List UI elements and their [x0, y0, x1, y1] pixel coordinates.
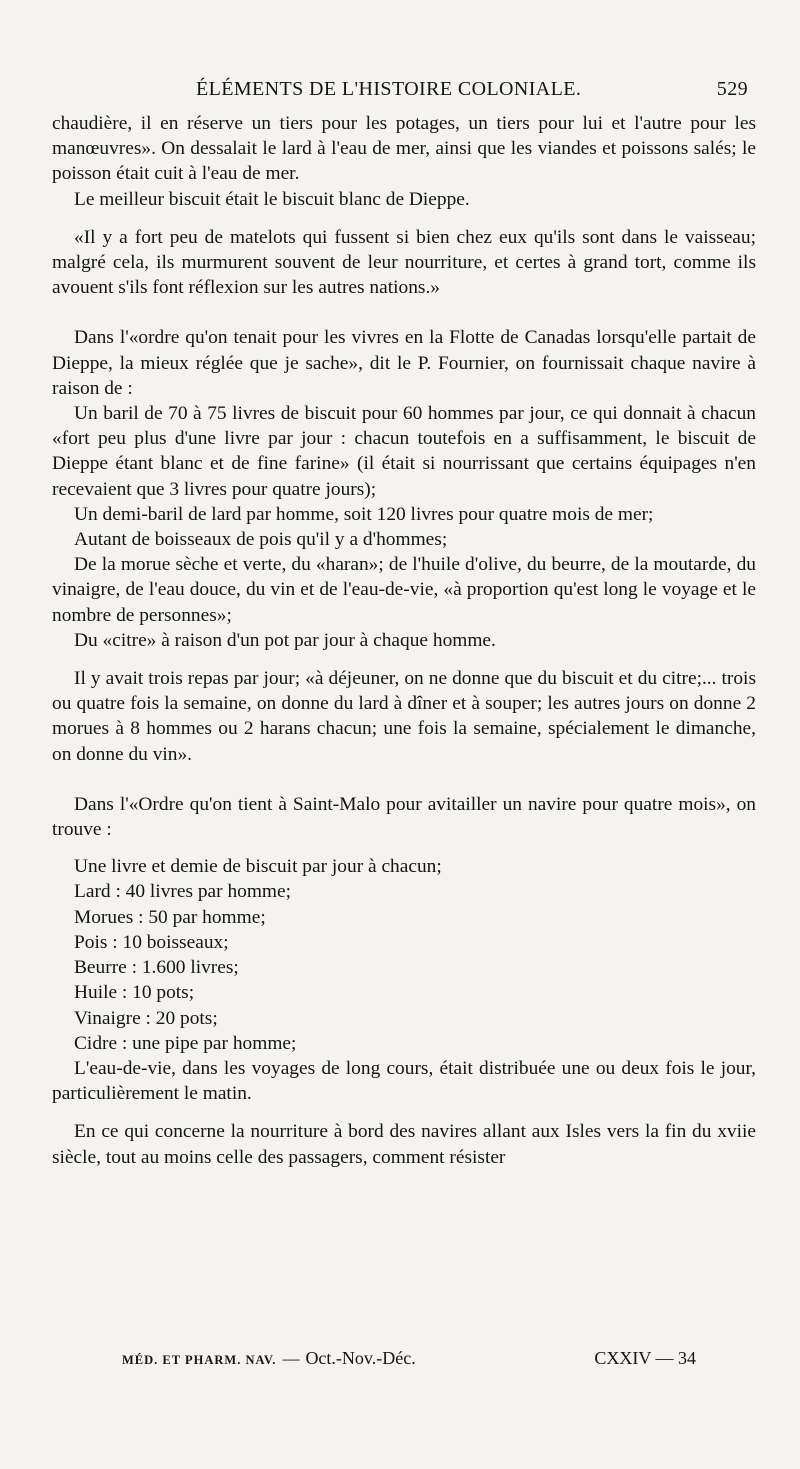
- paragraph: Il y avait trois repas par jour; «à déjeuner, on ne donne que du biscuit et du citre;... trois ou quatre fois la semaine, on donne du lard à dîner et à souper; les autres jours on donne 2 morues à 8 hommes ou 2 harans chacun; une fois la semaine, spécialement le dimanche, on donne du vin».: [52, 668, 756, 765]
- list-item: Cidre : une pipe par homme;: [74, 1032, 297, 1054]
- paragraph: De la morue sèche et verte, du «haran»; de l'huile d'olive, du beurre, de la moutarde, du vinaigre, de l'eau douce, du vin et de l'eau-de-vie, «à proportion qu'est long le voyage et le nombre de personnes»;: [52, 554, 756, 626]
- quote-paragraph: «Il y a fort peu de matelots qui fussent si bien chez eux qu'ils sont dans le vaisseau; malgré cela, ils murmurent souvent de leur nourriture, et certes à grand tort, comme ils avouent s'ils font réflexion sur les autres nations.»: [52, 226, 756, 299]
- footer-left: [122, 1348, 416, 1369]
- list-item: Morues : 50 par homme;: [74, 906, 266, 928]
- list-item: Lard : 40 livres par homme;: [74, 881, 292, 903]
- paragraph: Autant de boisseaux de pois qu'il y a d'hommes;: [74, 529, 448, 551]
- paragraph: Un demi-baril de lard par homme, soit 120 livres pour quatre mois de mer;: [74, 503, 654, 525]
- paragraph: Dans l'«Ordre qu'on tient à Saint-Malo pour avitailler un navire pour quatre mois», on trouve :: [52, 793, 756, 841]
- running-title: ÉLÉMENTS DE L'HISTOIRE COLONIALE.: [196, 78, 582, 100]
- paragraph: chaudière, il en réserve un tiers pour les potages, un tiers pour lui et l'autre pour les manœuvres». On dessalait le lard à l'eau de mer, ainsi que les viandes et poissons salés; le poisson était cuit à l'eau de mer.: [52, 113, 756, 185]
- body-text: [52, 111, 756, 842]
- list-item: Vinaigre : 20 pots;: [74, 1007, 218, 1029]
- paragraph: Dans l'«ordre qu'on tenait pour les vivres en la Flotte de Canadas lorsqu'elle partait de Dieppe, la mieux réglée que je sache», dit le P. Fournier, on fournissait chaque navire à raison de :: [52, 327, 756, 399]
- paragraph: L'eau-de-vie, dans les voyages de long cours, était distribuée une ou deux fois le jour, particulièrement le matin.: [52, 1057, 756, 1105]
- ration-list: [52, 854, 756, 1056]
- list-item: Huile : 10 pots;: [74, 982, 195, 1004]
- journal-name: MÉD. ET PHARM. NAV.: [122, 1353, 277, 1367]
- page-footer: [122, 1348, 696, 1369]
- list-item: Une livre et demie de biscuit par jour à chacun;: [74, 856, 442, 878]
- paragraph: En ce qui concerne la nourriture à bord des navires allant aux Isles vers la fin du xviie siècle, tout au moins celle des passagers, comment résister: [52, 1121, 756, 1168]
- footer-dash: —: [282, 1349, 300, 1368]
- issue-date: Oct.-Nov.-Déc.: [305, 1348, 416, 1368]
- list-item: Beurre : 1.600 livres;: [74, 957, 239, 979]
- list-item: Pois : 10 boisseaux;: [74, 931, 229, 953]
- paragraph: Le meilleur biscuit était le biscuit blanc de Dieppe.: [74, 188, 470, 210]
- running-head: [196, 78, 748, 101]
- paragraph: Du «citre» à raison d'un pot par jour à chaque homme.: [74, 629, 496, 651]
- tome-signature: CXXIV — 34: [594, 1348, 696, 1368]
- closing-text: [52, 1056, 756, 1170]
- paragraph: Un baril de 70 à 75 livres de biscuit pour 60 hommes par jour, ce qui donnait à chacun «fort peu plus d'une livre par jour : chacun toutefois en a suffisamment, le biscuit de Dieppe étant blanc et de fine farine» (il était si nourrissant que certains équipages n'en recevaient que 3 livres pour quatre jours);: [52, 403, 756, 500]
- page-number: 529: [716, 78, 748, 100]
